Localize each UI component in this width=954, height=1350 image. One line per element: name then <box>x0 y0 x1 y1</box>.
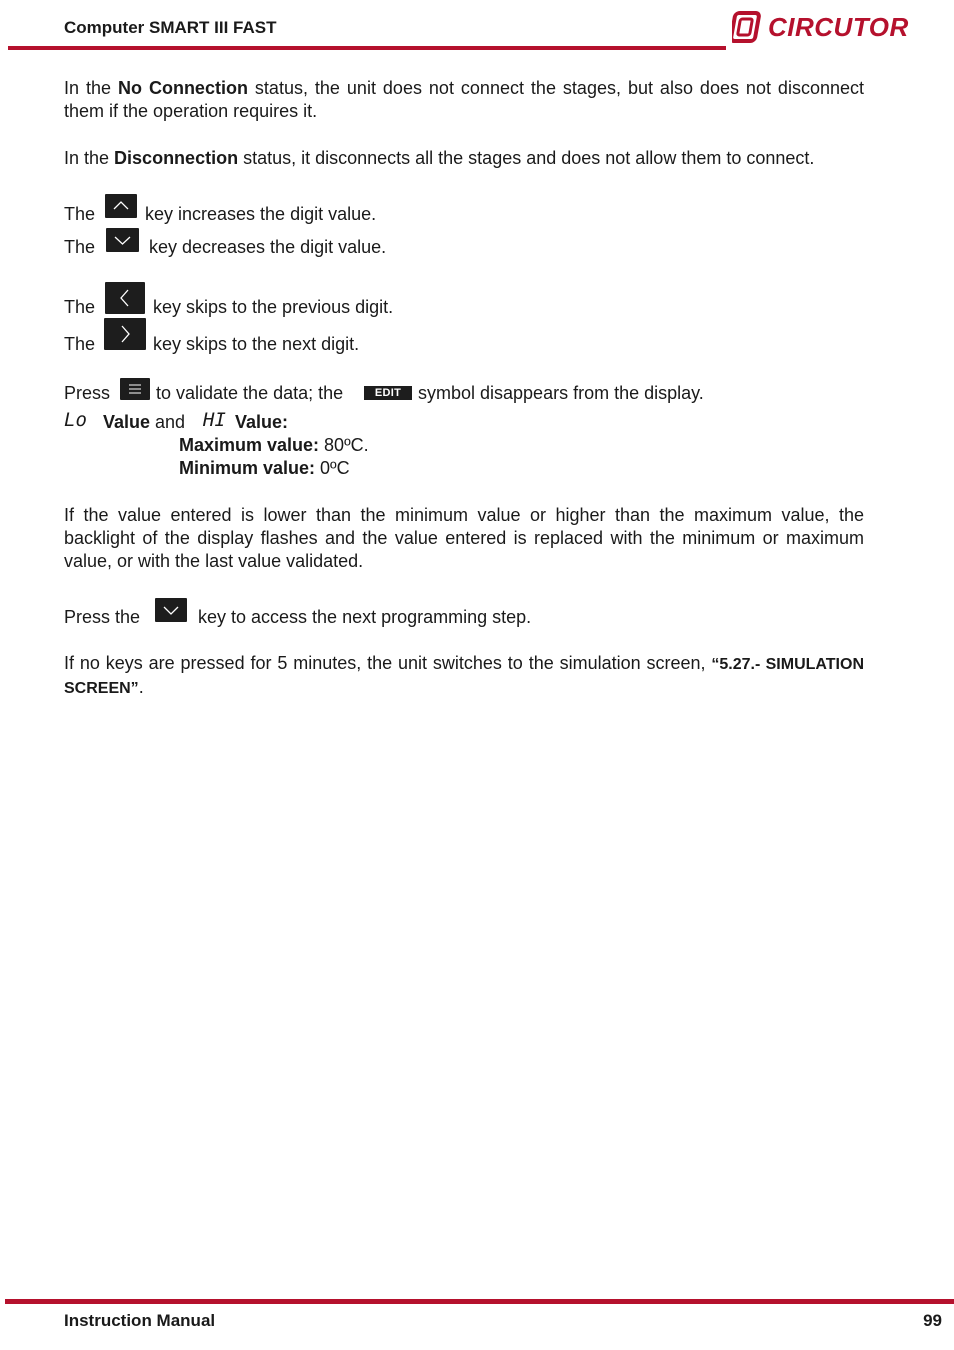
brand-logo <box>730 8 908 46</box>
footer-manual-title: Instruction Manual <box>64 1311 216 1330</box>
text-minimum-value: Minimum value: 0ºC <box>179 458 350 478</box>
paragraph-no-connection: In the No Connection status, the unit does not connect the stages, but also does not disconnect them if the operation requires it. <box>64 78 864 121</box>
paragraph-out-of-range: If the value entered is lower than the minimum value or higher than the maximum value, the backlight of the display flashes and the value entered is replaced with the minimum or maximum value, or with the last value validated. <box>64 505 864 571</box>
document-header-title: Computer SMART III FAST <box>64 18 277 37</box>
text-maximum-value: Maximum value: 80ºC. <box>179 435 369 455</box>
down-arrow-key-icon <box>106 228 139 252</box>
paragraph-timeout: If no keys are pressed for 5 minutes, the unit switches to the simulation screen, “5.27.- SIMULATION SCREEN”. <box>64 653 864 697</box>
text-lo-hi: Value and <box>103 412 186 432</box>
edit-symbol-badge: EDIT <box>364 386 412 400</box>
up-arrow-key-icon <box>105 194 137 218</box>
paragraph-disconnection: In the Disconnection status, it disconnects all the stages and does not allow them to connect. <box>64 148 815 168</box>
text-hi-value-label: Value: <box>235 412 289 432</box>
text-key-down-post: key decreases the digit value. <box>149 237 387 257</box>
text-key-up-post: key increases the digit value. <box>145 204 377 224</box>
page-number: 99 <box>923 1311 942 1330</box>
text-key-down-pre: The <box>64 237 96 257</box>
text-key-right-post: key skips to the next digit. <box>153 334 360 354</box>
down-arrow-key-icon <box>155 598 187 622</box>
text-key-right-pre: The <box>64 334 96 354</box>
text-validate-post: symbol disappears from the display. <box>418 383 704 403</box>
text-validate-mid: to validate the data; the <box>156 383 344 403</box>
text-validate-pre: Press <box>64 383 111 403</box>
logo-wordmark: CIRCUTOR <box>768 12 909 42</box>
header-divider <box>8 46 726 50</box>
text-key-left-pre: The <box>64 297 96 317</box>
left-arrow-key-icon <box>105 282 145 314</box>
lo-display-symbol: Lo <box>64 409 87 431</box>
text-key-up-pre: The <box>64 204 96 224</box>
menu-key-icon <box>120 378 150 400</box>
footer-divider <box>5 1299 954 1304</box>
hi-display-symbol: HI <box>203 409 226 431</box>
right-arrow-key-icon <box>104 318 146 350</box>
circutor-logo-icon <box>732 10 766 44</box>
text-next-step-pre: Press the <box>64 607 141 627</box>
text-key-left-post: key skips to the previous digit. <box>153 297 394 317</box>
link-simulation-screen: “5.27.- SIMULATION SCREEN” <box>64 656 864 697</box>
text-next-step-post: key to access the next programming step. <box>198 607 532 627</box>
